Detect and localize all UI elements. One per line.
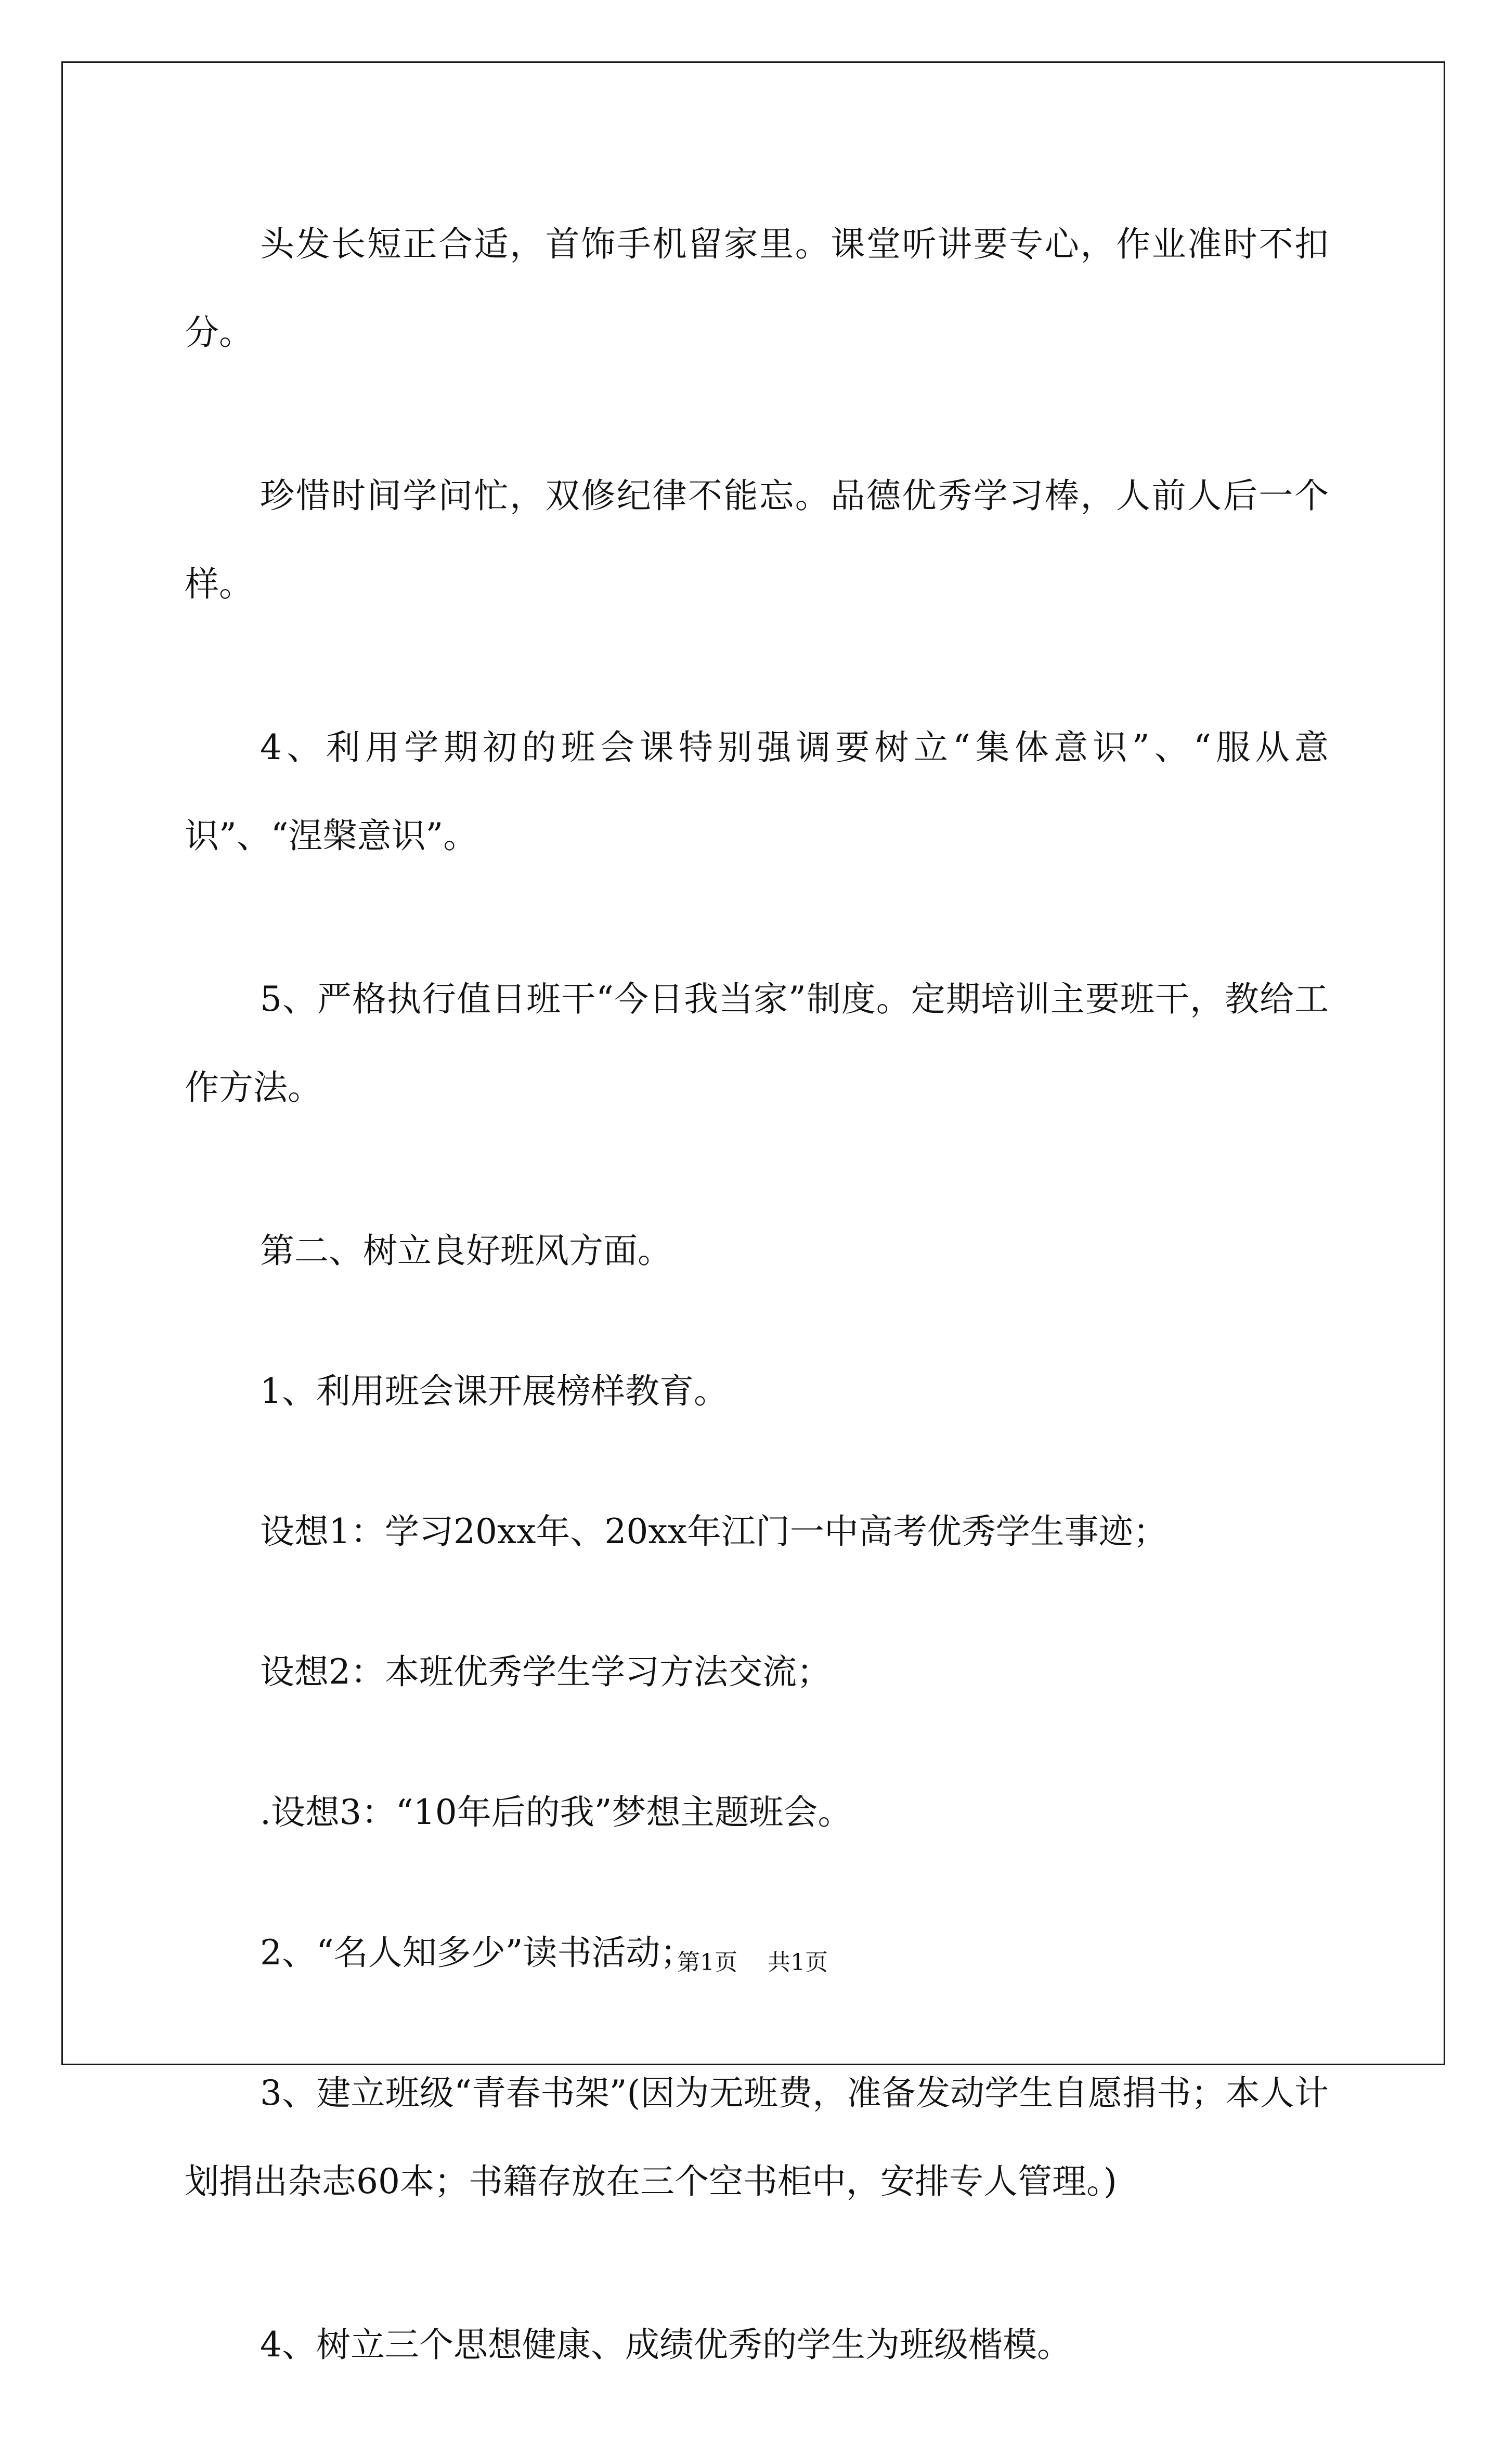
page-number-total: 共1页 xyxy=(768,1949,828,1976)
paragraph: 1、利用班会课开展榜样教育。 xyxy=(260,1371,728,1411)
paragraph: 3、建立班级“青春书架”(因为无班费，准备发动学生自愿捐书；本人计划捐出杂志60本；书籍存放在三个空书柜中，安排专人管理。) xyxy=(185,2073,1329,2201)
section-heading: 第二、树立良好班风方面。 xyxy=(260,1231,672,1271)
paragraph: 4、利用学期初的班会课特别强调要树立“集体意识”、“服从意识”、“涅槃意识”。 xyxy=(185,727,1329,856)
paragraph: 4、树立三个思想健康、成绩优秀的学生为班级楷模。 xyxy=(260,2325,1071,2365)
paragraph: 2、“名人知多少”读书活动； xyxy=(260,1933,695,1973)
page-footer xyxy=(0,1944,1505,1977)
paragraph: 头发长短正合适，首饰手机留家里。课堂听讲要专心，作业准时不扣分。 xyxy=(185,224,1329,353)
paragraph: 设想1：学习20xx年、20xx年江门一中高考优秀学生事迹； xyxy=(260,1511,1167,1552)
paragraph: 珍惜时间学问忙，双修纪律不能忘。品德优秀学习棒，人前人后一个样。 xyxy=(185,476,1329,604)
document-body xyxy=(185,200,1329,2464)
paragraph: 5、严格执行值日班干“今日我当家”制度。定期培训主要班干，教给工作方法。 xyxy=(185,979,1329,1107)
paragraph: .设想3：“10年后的我”梦想主题班会。 xyxy=(260,1792,852,1832)
page-number-current: 第1页 xyxy=(677,1949,737,1976)
paragraph: 设想2：本班优秀学生学习方法交流； xyxy=(260,1652,831,1692)
